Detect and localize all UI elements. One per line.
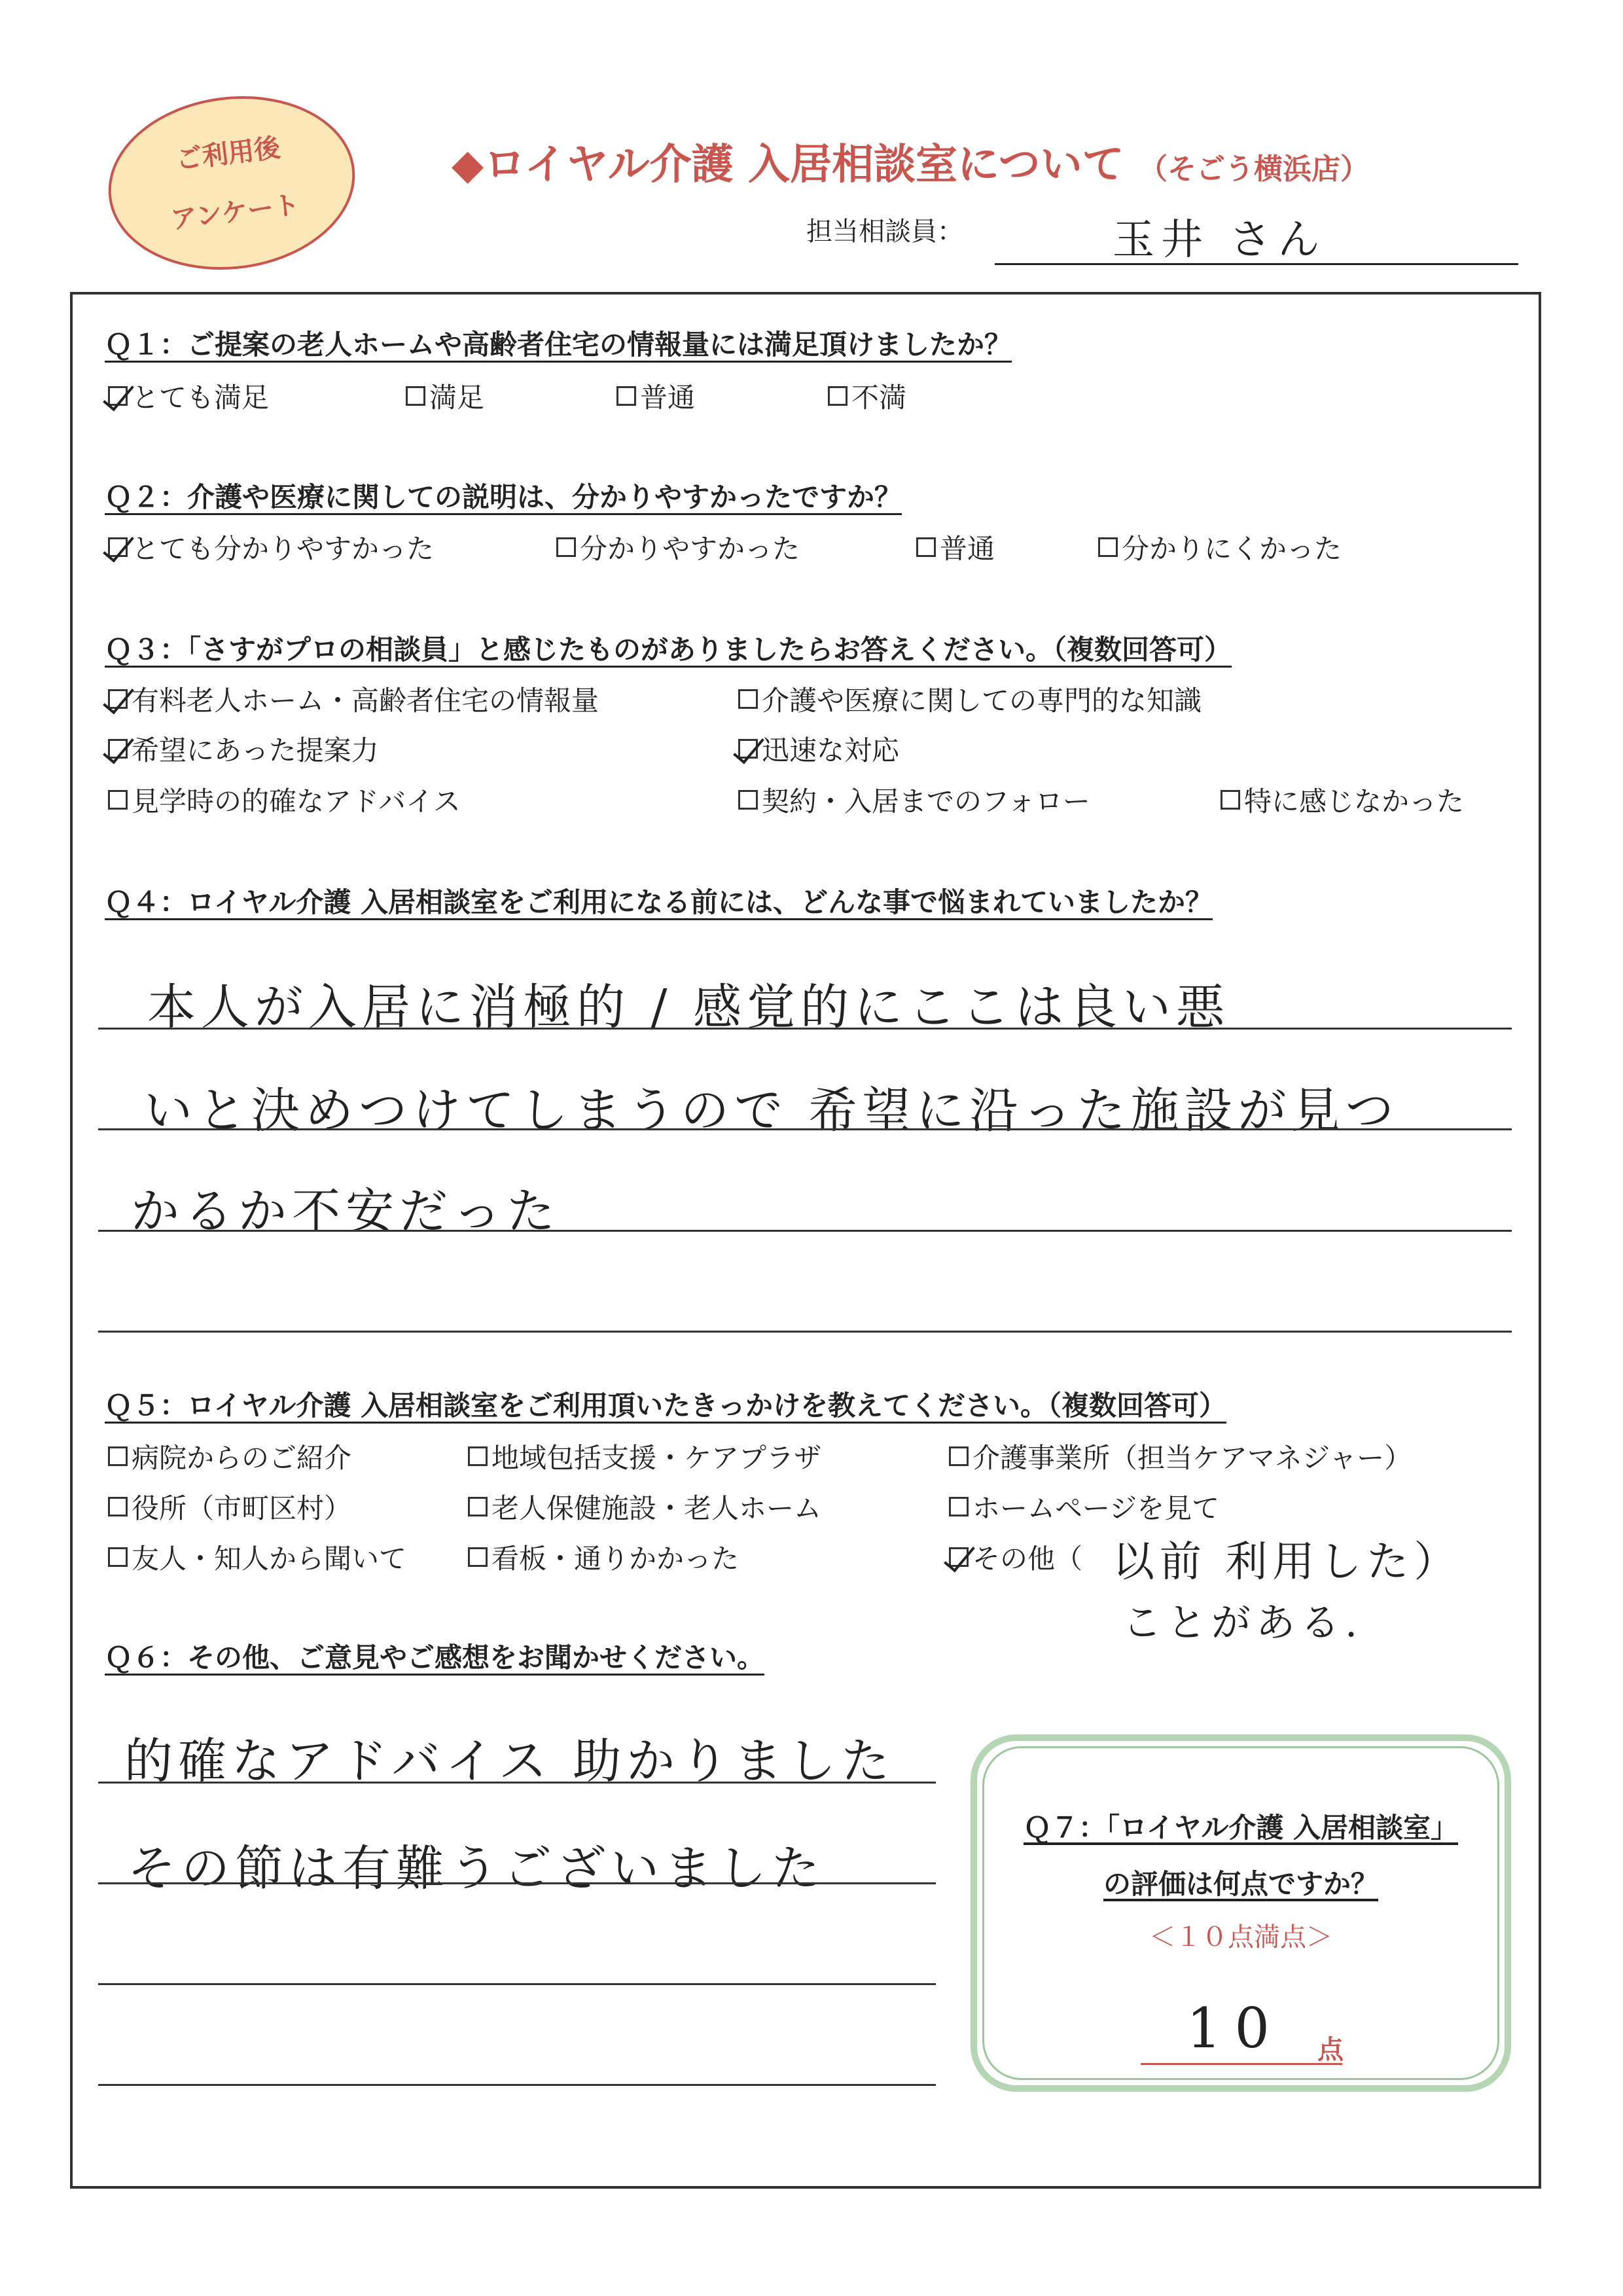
q5-option-3[interactable]: 介護事業所（担当ケアマネジャー） bbox=[949, 1437, 1412, 1476]
q4-answer-line3: かるか不安だった bbox=[131, 1183, 560, 1240]
q2-question: Ｑ２：介護や医療に関しての説明は、分かりやすかったですか？ bbox=[105, 481, 902, 513]
q3-option-5[interactable]: 見学時の的確なアドバイス bbox=[108, 780, 461, 819]
q7-question-line2: の評価は何点ですか？ bbox=[1103, 1868, 1378, 1900]
q4-answer-line2: いと決めつけてしまうので 希望に沿った施設が見つ bbox=[144, 1083, 1399, 1139]
checkbox[interactable] bbox=[616, 386, 636, 406]
q6-rule-3 bbox=[98, 1983, 936, 1985]
q5-other-text1: 以前 利用した） bbox=[1113, 1538, 1461, 1587]
q7-question-line1: Ｑ７：「ロイヤル介護 入居相談室」 bbox=[1024, 1812, 1458, 1844]
q3-option-7[interactable]: 特に感じなかった bbox=[1221, 780, 1464, 819]
checkbox[interactable] bbox=[468, 1547, 488, 1567]
q4-answer-line1: 本人が入居に消極的 / 感覚的にここは良い悪 bbox=[147, 979, 1230, 1035]
q5-option-1[interactable]: 病院からのご紹介 bbox=[108, 1437, 351, 1476]
checkbox-checked[interactable] bbox=[738, 739, 758, 759]
q7-score-value[interactable]: 10 bbox=[1186, 1996, 1283, 2060]
checkbox[interactable] bbox=[738, 790, 758, 810]
q4-rule-1 bbox=[98, 1028, 1512, 1030]
checkbox[interactable] bbox=[468, 1497, 488, 1516]
q7-score-underline bbox=[1141, 2063, 1342, 2065]
q3-option-2[interactable]: 介護や医療に関しての専門的な知識 bbox=[738, 679, 1202, 719]
q2-option-2[interactable]: 分かりやすかった bbox=[556, 528, 800, 567]
q2-option-1[interactable]: とても分かりやすかった bbox=[108, 528, 434, 567]
q7-full-score: ＜１０点満点＞ bbox=[1149, 1922, 1332, 1952]
q5-option-6[interactable]: ホームページを見て bbox=[949, 1487, 1219, 1526]
q5-option-2[interactable]: 地域包括支援・ケアプラザ bbox=[468, 1437, 821, 1476]
checkbox[interactable] bbox=[949, 1497, 969, 1516]
q6-rule-2 bbox=[98, 1882, 936, 1884]
staff-name: 玉井 さん bbox=[1113, 216, 1327, 264]
q1-option-2[interactable]: 満足 bbox=[406, 376, 484, 416]
checkbox-checked[interactable] bbox=[108, 537, 128, 557]
q6-question: Ｑ６：その他、ご意見やご感想をお聞かせください。 bbox=[105, 1641, 765, 1674]
survey-badge bbox=[98, 82, 365, 283]
q5-option-9[interactable]: その他（ bbox=[949, 1537, 1082, 1577]
q1-option-4[interactable]: 不満 bbox=[828, 376, 906, 416]
checkbox[interactable] bbox=[738, 689, 758, 709]
staff-label: 担当相談員： bbox=[806, 217, 963, 247]
q4-rule-4 bbox=[98, 1331, 1512, 1333]
q4-question: Ｑ４：ロイヤル介護 入居相談室をご利用になる前には、どんな事で悩まれていましたか？ bbox=[105, 886, 1213, 918]
checkbox[interactable] bbox=[108, 1446, 128, 1466]
q5-option-8[interactable]: 看板・通りかかった bbox=[468, 1537, 739, 1577]
badge-line1: ご利用後 bbox=[174, 132, 282, 175]
q6-answer-line1: 的確なアドバイス 助かりました bbox=[124, 1733, 895, 1789]
q7-rating-box bbox=[971, 1734, 1511, 2092]
q6-rule-1 bbox=[98, 1782, 936, 1784]
q5-option-5[interactable]: 老人保健施設・老人ホーム bbox=[468, 1487, 821, 1526]
q5-other-text2: ことがある. bbox=[1122, 1600, 1363, 1646]
q6-answer-line2: その節は有難うございました bbox=[128, 1840, 825, 1897]
title-main: ◆ロイヤル介護 入居相談室について bbox=[452, 141, 1124, 189]
checkbox[interactable] bbox=[468, 1446, 488, 1466]
q3-question: Ｑ３：「さすがプロの相談員」と感じたものがありましたらお答えください。（複数回答可） bbox=[105, 634, 1232, 666]
q2-option-3[interactable]: 普通 bbox=[916, 528, 995, 567]
checkbox[interactable] bbox=[916, 537, 936, 557]
checkbox-checked[interactable] bbox=[108, 689, 128, 709]
q5-option-7[interactable]: 友人・知人から聞いて bbox=[108, 1537, 406, 1577]
checkbox-checked[interactable] bbox=[108, 739, 128, 759]
checkbox[interactable] bbox=[556, 537, 576, 557]
q4-rule-3 bbox=[98, 1230, 1512, 1232]
q1-option-1[interactable]: とても満足 bbox=[108, 376, 269, 416]
q3-option-6[interactable]: 契約・入居までのフォロー bbox=[738, 780, 1090, 819]
checkbox-checked[interactable] bbox=[108, 386, 128, 406]
checkbox[interactable] bbox=[108, 1547, 128, 1567]
checkbox[interactable] bbox=[1098, 537, 1118, 557]
q3-option-1[interactable]: 有料老人ホーム・高齢者住宅の情報量 bbox=[108, 679, 599, 719]
q4-rule-2 bbox=[98, 1128, 1512, 1130]
q3-option-3[interactable]: 希望にあった提案力 bbox=[108, 729, 379, 768]
checkbox-checked[interactable] bbox=[949, 1547, 969, 1567]
q2-option-4[interactable]: 分かりにくかった bbox=[1098, 528, 1342, 567]
title-store: （そごう横浜店） bbox=[1138, 152, 1369, 186]
q5-question: Ｑ５：ロイヤル介護 入居相談室をご利用頂いたきっかけを教えてください。（複数回答可） bbox=[105, 1390, 1226, 1422]
checkbox[interactable] bbox=[108, 790, 128, 810]
q6-rule-4 bbox=[98, 2084, 936, 2086]
q5-option-4[interactable]: 役所（市町区村） bbox=[108, 1487, 351, 1526]
page-title bbox=[452, 131, 1369, 191]
q3-option-4[interactable]: 迅速な対応 bbox=[738, 729, 899, 768]
q1-option-3[interactable]: 普通 bbox=[616, 376, 695, 416]
badge-line2: アンケート bbox=[169, 189, 302, 236]
checkbox[interactable] bbox=[1221, 790, 1240, 810]
checkbox[interactable] bbox=[949, 1446, 969, 1466]
checkbox[interactable] bbox=[828, 386, 847, 406]
checkbox[interactable] bbox=[108, 1497, 128, 1516]
q1-question: Ｑ１：ご提案の老人ホームや高齢者住宅の情報量には満足頂けましたか？ bbox=[105, 329, 1012, 361]
checkbox[interactable] bbox=[406, 386, 425, 406]
q7-score-unit: 点 bbox=[1317, 2035, 1344, 2065]
